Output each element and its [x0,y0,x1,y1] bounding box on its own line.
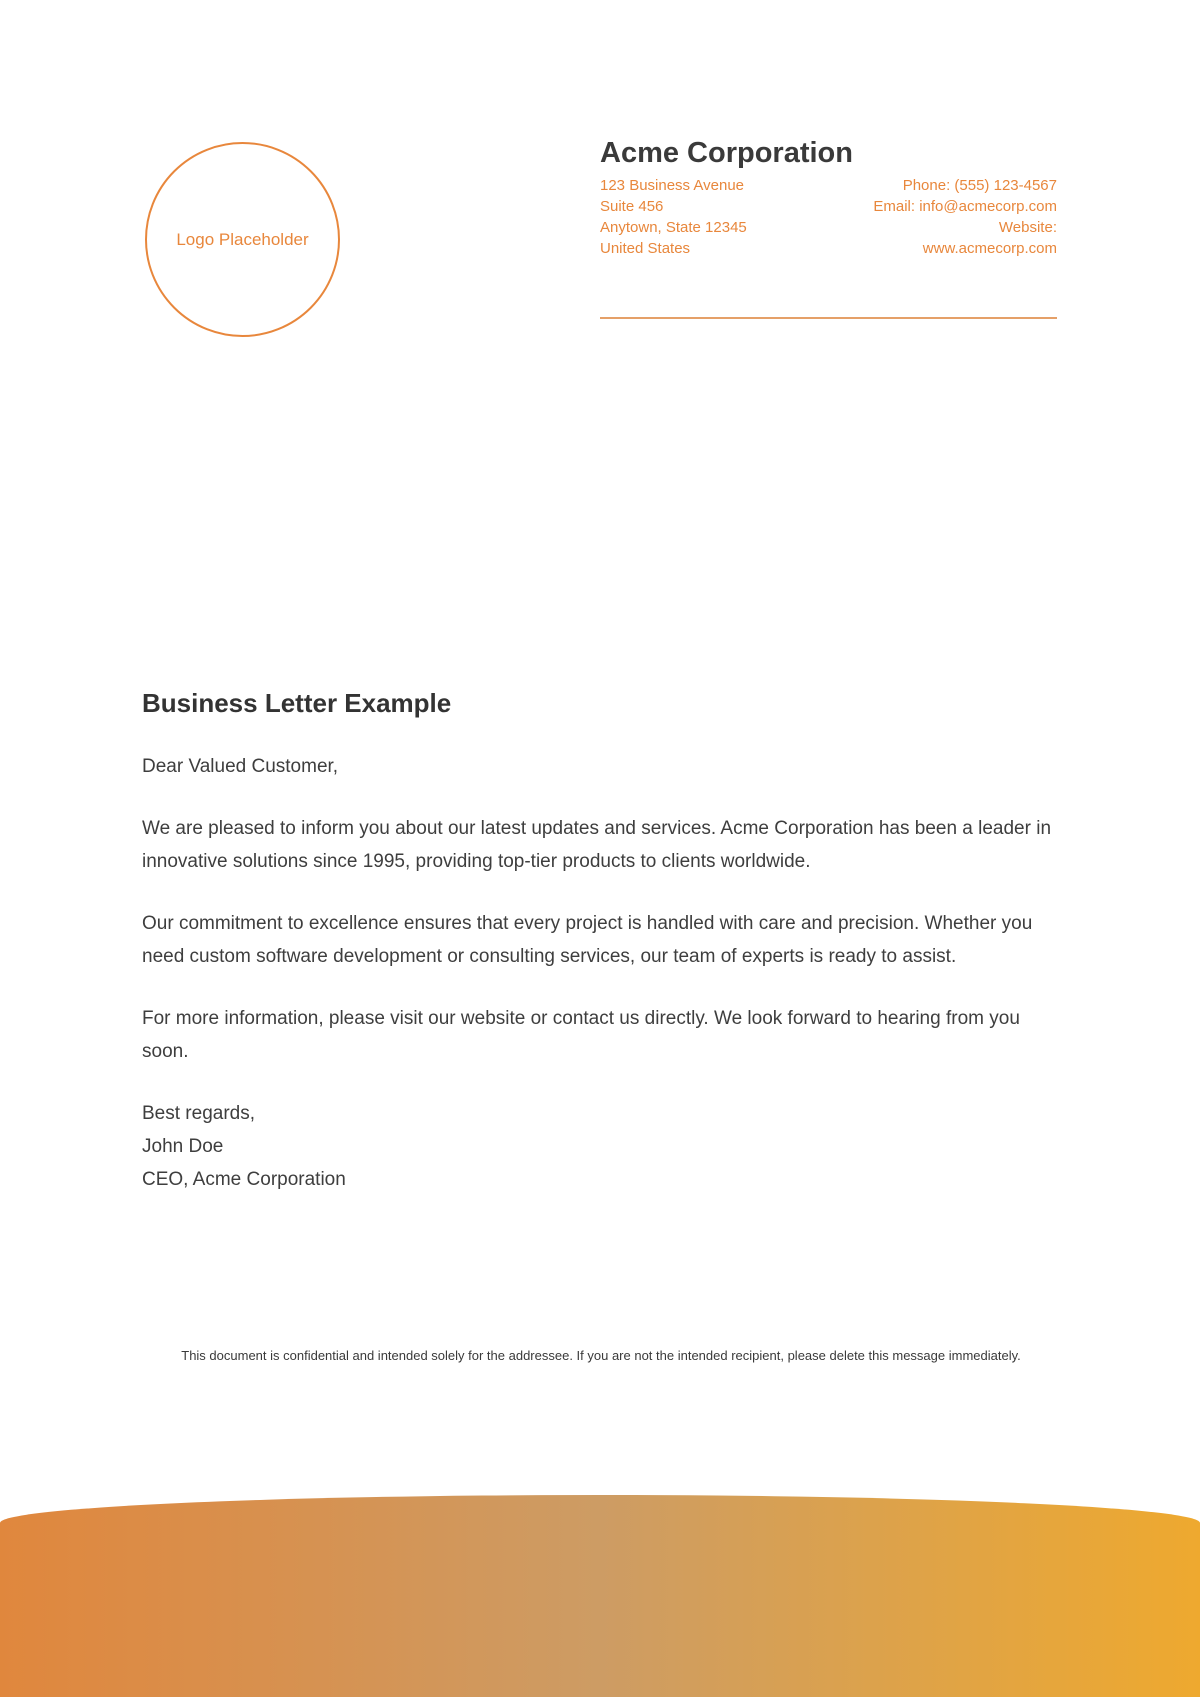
signature-role: CEO, Acme Corporation [142,1169,346,1190]
address-line: 123 Business Avenue [600,177,745,194]
header-divider [600,317,1057,319]
logo-placeholder [145,142,340,337]
letter-paragraph-3: For more information, please visit our website or contact us directly. We look forward to hearing from you soon. [142,1008,1020,1062]
address-line: United States [600,240,691,257]
letter-paragraph-1: We are pleased to inform you about our latest updates and services. Acme Corporation has been a leader in innovative solutions since 1995, providing top-tier products to clients worldwide. [142,818,1052,872]
contact-phone: Phone: (555) 123-4567 [902,177,1057,194]
signature-name: John Doe [142,1136,224,1157]
contact-website-url: www.acmecorp.com [922,240,1057,257]
company-header [600,136,1057,319]
salutation: Dear Valued Customer, [142,756,339,777]
address-line: Anytown, State 12345 [600,219,747,236]
logo-placeholder-label: Logo Placeholder [176,229,309,249]
address-line: Suite 456 [600,198,664,215]
contact-email: Email: info@acmecorp.com [873,198,1057,215]
company-contact-info [873,175,1057,259]
confidentiality-disclaimer: This document is confidential and intended solely for the addressee. If you are not the intended recipient, please delete this message immediately. [181,1348,1021,1363]
company-contact-row [600,175,1057,259]
letter-paragraph-2: Our commitment to excellence ensures that every project is handled with care and precision. Whether you need custom software development or consulting services, our team of experts is ready to assist. [142,913,1033,967]
footer-gradient-band [0,1495,1200,1697]
letter-title: Business Letter Example [142,688,452,718]
company-address [600,175,747,259]
contact-website-label: Website: [998,219,1057,236]
signature-block [142,1097,1060,1196]
signature-closing: Best regards, [142,1103,255,1124]
company-name: Acme Corporation [600,137,853,169]
letter-body [142,688,1060,1196]
